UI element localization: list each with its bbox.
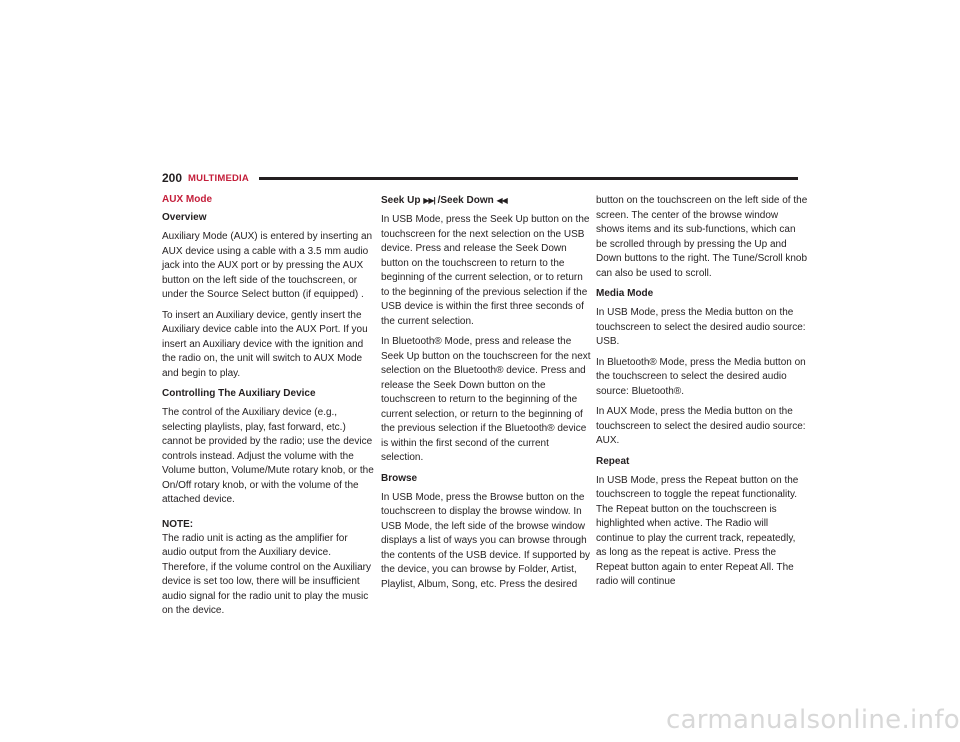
note-heading: NOTE: (162, 518, 194, 530)
seek-paragraph-2: In Bluetooth® Mode, press and release the Seek Up button on the touchscreen for the next selection on the Bluetooth® device. Press and release the Seek Down button on the touchscreen to return to the beginning of the current selection, or return to the beginning of the previous selection if the Bluetooth® device is within the first second of the current selection. (381, 336, 591, 463)
browse-heading: Browse (381, 472, 418, 484)
page-number: 200 (162, 171, 183, 185)
seek-down-icon: ◀◀ (496, 196, 507, 205)
section-title: MULTIMEDIA (188, 172, 249, 184)
controlling-heading: Controlling The Auxiliary Device (162, 388, 316, 399)
overview-heading: Overview (162, 212, 207, 223)
note-text: The radio unit is acting as the amplifier for audio output from the Auxiliary device. Therefore, if the volume control on the Auxiliary device is set too low, there will be insufficient audio signal for the radio unit to play the music on the device. (162, 532, 371, 616)
overview-paragraph-2: To insert an Auxiliary device, gently insert the Auxiliary device cable into the AUX Port. If you insert an Auxiliary device with the ignition and the radio on, the unit will switch to AUX Mode and begin to play. (162, 309, 368, 379)
media-mode-heading: Media Mode (596, 288, 654, 299)
media-paragraph-2: In Bluetooth® Mode, press the Media button on the touchscreen to select the desired audio source: Bluetooth®. (596, 356, 806, 397)
column-3 (596, 194, 808, 596)
seek-down-label: /Seek Down (434, 195, 497, 206)
seek-up-label: Seek Up (381, 195, 424, 206)
controlling-paragraph: The control of the Auxiliary device (e.g., selecting playlists, play, fast forward, etc.) cannot be provided by the radio; use the device controls instead. Adjust the volume with the Volume button, Volume/Mute rotary knob, or the On/Off rotary knob, or with the volume of the attached device. (162, 407, 374, 505)
browse-continued-paragraph: button on the touchscreen on the left side of the screen. The center of the browse window shows items and its sub-functions, which can be scrolled through by pressing the Up and Down buttons to the right. The Tune/Scroll knob can also be used to scroll. (596, 195, 808, 279)
repeat-heading: Repeat (596, 455, 630, 467)
header-rule (259, 177, 798, 180)
page-header (162, 170, 798, 186)
browse-paragraph: In USB Mode, press the Browse button on the touchscreen to display the browse window. In USB Mode, the left side of the browse window displays a list of ways you can browse through the contents of the USB device. If supported by the device, you can browse by Folder, Artist, Playlist, Album, Song, etc. Press the desired (381, 491, 591, 590)
media-paragraph-1: In USB Mode, press the Media button on the touchscreen to select the desired audio source: USB. (596, 307, 806, 347)
seek-up-icon: ▶▶| (423, 196, 435, 205)
column-2 (381, 194, 593, 598)
site-watermark: carmanualsonline.info (665, 705, 960, 735)
seek-paragraph-1: In USB Mode, press the Seek Up button on the touchscreen for the next selection on the USB device. Press and release the Seek Down button on the touchscreen to return to the beginning of the current selection, or to return to the beginning of the previous selection if the USB device is within the first three seconds of the current selection. (381, 214, 590, 327)
aux-mode-heading: AUX Mode (162, 194, 212, 205)
column-1 (162, 194, 374, 625)
media-paragraph-3: In AUX Mode, press the Media button on the touchscreen to select the desired audio source: AUX. (596, 406, 806, 446)
seek-heading (381, 194, 593, 207)
repeat-paragraph: In USB Mode, press the Repeat button on the touchscreen to toggle the repeat functionality. The Repeat button on the touchscreen is highlighted when active. The Radio will continue to play the current track, repeatedly, as long as the repeat is active. Press the Repeat button again to enter Repeat All. The radio will continue (596, 474, 799, 587)
overview-paragraph-1: Auxiliary Mode (AUX) is entered by inserting an AUX device using a cable with a 3.5 mm audio jack into the AUX port or by pressing the AUX button on the left side of the touchscreen, or under the Source Select button (if equipped) . (162, 231, 373, 300)
